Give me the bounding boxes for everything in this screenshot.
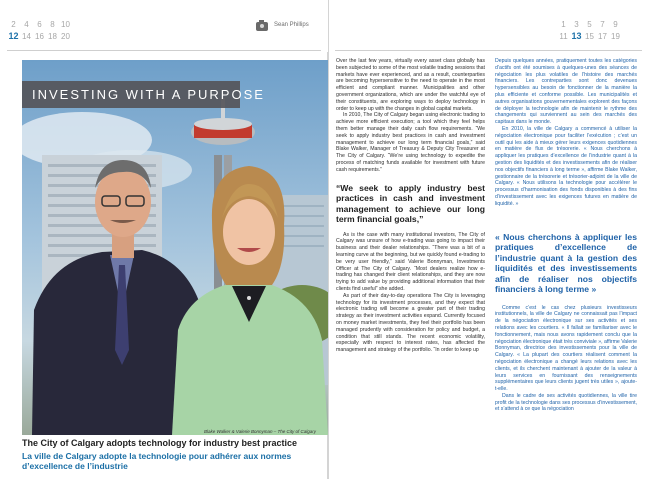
article-paragraph: As is the case with many institutional investors, The City of Calgary was unsure of how e-trading was going to impact their business and their dealer relationships. “There was a bit of a learning curve at the beginning, but we quickly found e-trading to be very user friendly,” said Valerie Bonnyman, Investments Officer at The City of Calgary. “Most dealers realize how e-trading has changed their client relationships, and they are now trying to add value by providing additional information that their clients find useful” she added. <box>336 231 485 292</box>
article-paragraph: As part of their day-to-day operations The City is leveraging technology for its investment processes, and they expect that electronic trading will become a greater part of their trading strategy as their investment activities expand. Currently focused on money market investments, they feel their portfolio has been managed prudently with consideration for policy and budget, a condition that still stands. The recent economic volatility, especially with respect to interest rates, has affected the management and strategy of the portfolio. “In order to keep up <box>336 292 485 354</box>
article-paragraph: En 2010, la ville de Calgary a commencé à utiliser la négociation électronique pour faciliter l’exécution ; c’est un outil qui les aide à mieux gérer leurs exigences quotidiennes en matière de flux de trésorerie. « Nous cherchons à appliquer les pratiques d’excellence de l’industrie quant à la gestion des liquidités et des investissements afin de réaliser nos objectifs financiers à long terme », affirme Blake Walker, gestionnaire de la trésorerie et trésorier-adjoint de la ville de Calgary. « Nous utilisons la technologie pour accélérer le processus d’harmonisation des fonds disponibles à des fins d’investissement avec les exigences futures en matière de liquidité. » <box>495 125 637 207</box>
page-link[interactable]: 2 <box>11 20 16 29</box>
pull-quote-french: « Nous cherchons à appliquer les pratiques d’excellence de l’industrie quant à la gestion des liquidités et des investissements afin de réaliser nos objectifs financiers à long terme » <box>495 231 637 295</box>
article-paragraph: Over the last few years, virtually every asset class globally has been subjected to some of the most volatile trading sessions that markets have ever experienced, and as a result, counterparties are becoming hypersensitive to the need to operate in the most efficient and compliant manner. Municipalities and other government organizations, which are under the watchful eye of their constituents, are exploring ways to deploy technology in order to keep up with the changes in global capital markets. <box>336 58 485 112</box>
feature-photo-illustration <box>22 60 328 435</box>
page-link[interactable]: 17 <box>598 32 607 41</box>
camera-icon <box>256 22 268 31</box>
left-top-rule <box>7 50 321 51</box>
article-column-french <box>495 58 637 413</box>
page-link[interactable]: 14 <box>22 32 31 41</box>
photo-caption: Blake Walker & Valerie Bonnyman – The City of Calgary <box>204 429 317 434</box>
page-link[interactable]: 5 <box>587 20 592 29</box>
page-link[interactable]: 19 <box>611 32 620 41</box>
page-link[interactable]: 7 <box>600 20 605 29</box>
article-paragraph: In 2010, The City of Calgary began using electronic trading to achieve more efficient execution; a tool which they feel helps them better manage their daily cash flow requirements. “We seek to apply industry best practices in cash and investment management to achieve our long term financial goals,” said Blake Walker, Manager of Treasury & Deputy City Treasurer at The City of Calgary. “We’re using technology to expedite the process of matching funds available for investment with future cash requirements.” <box>336 112 485 173</box>
current-page-number: 12 <box>8 31 19 41</box>
right-page-numbers-row1 <box>557 19 622 30</box>
title-banner <box>22 81 265 108</box>
page-link[interactable]: 11 <box>559 32 568 41</box>
page-link[interactable]: 16 <box>35 32 44 41</box>
page-link[interactable]: 1 <box>561 20 566 29</box>
headline-french: La ville de Calgary adopte la technologie pour adhérer aux normes d’excellence de l’industrie <box>22 451 292 471</box>
page-link[interactable]: 18 <box>48 32 57 41</box>
right-page-numbers-row2 <box>557 31 622 42</box>
article-paragraph: Dans le cadre de ses activités quotidiennes, la ville tire profit de la technologie dans ses processus d’investissement, et s’attend à ce que la négociation <box>495 392 637 413</box>
page-link[interactable]: 8 <box>50 20 55 29</box>
right-top-bar <box>329 0 650 52</box>
article-paragraph: Depuis quelques années, pratiquement toutes les catégories d’actifs ont été soumises à quelques-unes des séances de négociation les plus volatiles de l’histoire des marchés financiers. Les contreparties sont donc devenues hypersensibles au besoin de fonctionner de la manière la plus efficiente et conforme possible. Les municipalités et autres organisations gouvernementales explorent des façons de déployer la technologie afin de maintenir le rythme des changements qui surviennent au sein des marchés des capitaux dans le monde. <box>495 58 637 126</box>
left-page-numbers-row1 <box>7 19 72 30</box>
pull-quote-english: “We seek to apply industry best practices in cash and investment management to achieve our long term financial goals,” <box>336 182 485 225</box>
article-paragraph: Comme c’est le cas chez plusieurs investisseurs institutionnels, la ville de Calgary ne connaissait pas l’impact de la négociation électronique sur ses activités et ses relations avec les courtiers. « Il fallait se familiariser avec le fonctionnement, mais nous avons rapidement conclu que la négociation électronique était très conviviale », affirme Valerie Bonnyman, directrice des investissements pour la ville de Calgary. « La plupart des courtiers réalisent comment la négociation électronique a changé leurs relations avec les clients, et ils cherchent maintenant à ajouter de la valeur à leurs services en fournissant des renseignements supplémentaires que leurs clients jugent très utiles », ajoute-t-elle. <box>495 304 637 393</box>
article-column-english <box>336 58 485 354</box>
right-top-rule <box>335 50 642 51</box>
photo-credit: Sean Phillips <box>274 22 309 28</box>
headline-english: The City of Calgary adopts technology for industry best practice <box>22 438 298 448</box>
banner-title: INVESTING WITH A PURPOSE <box>32 87 265 102</box>
left-page-numbers-row2 <box>7 31 72 42</box>
current-page-number: 13 <box>571 31 582 41</box>
feature-photo <box>22 60 328 435</box>
page-link[interactable]: 4 <box>24 20 29 29</box>
page-link[interactable]: 9 <box>613 20 618 29</box>
left-top-bar <box>0 0 328 52</box>
page-link[interactable]: 6 <box>37 20 42 29</box>
page-link[interactable]: 15 <box>585 32 594 41</box>
page-link[interactable]: 3 <box>574 20 579 29</box>
page-link[interactable]: 20 <box>61 32 70 41</box>
page-link[interactable]: 10 <box>61 20 70 29</box>
